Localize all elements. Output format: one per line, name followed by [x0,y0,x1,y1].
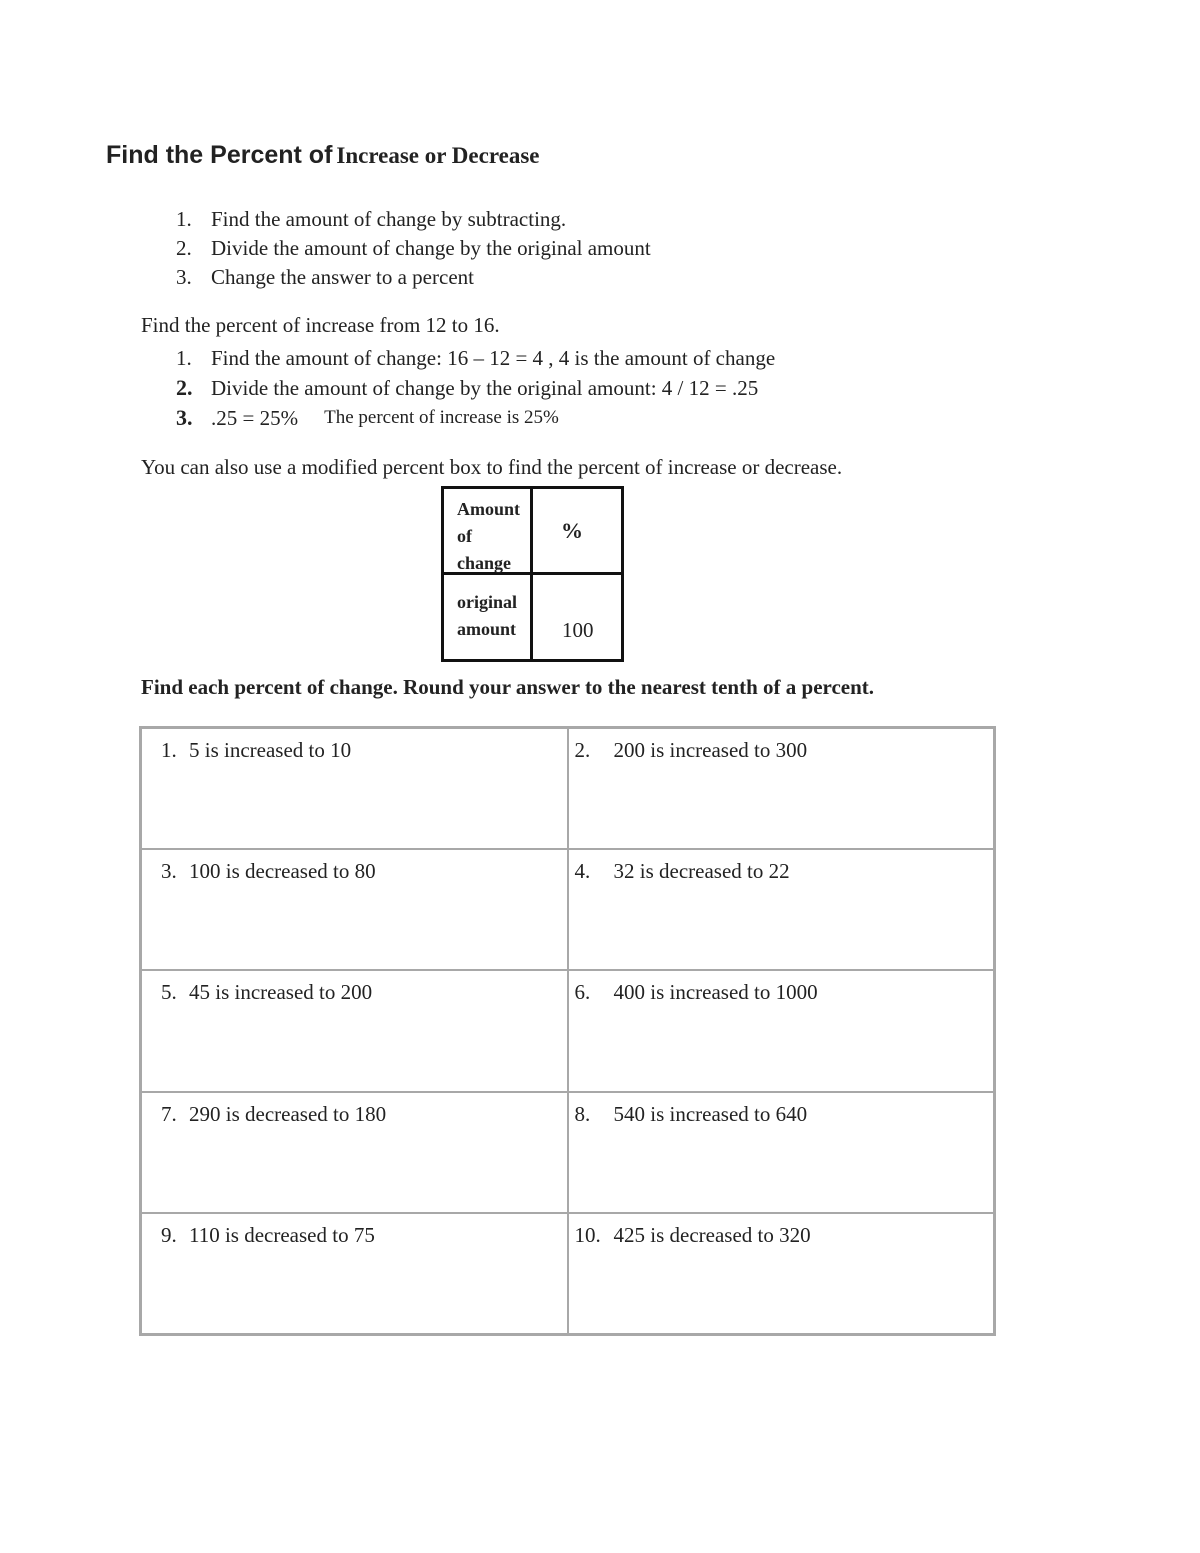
example-steps [176,343,775,433]
problem-cell: 5. 45 is increased to 200 [141,970,568,1091]
page-title [106,141,540,170]
step-text: Find the amount of change: 16 – 12 = 4 , 4 is the amount of change [211,345,776,370]
procedure-step [176,234,651,263]
example-step [176,403,775,433]
step-text: Divide the amount of change by the original amount [211,236,651,260]
exercise-instruction: Find each percent of change. Round your answer to the nearest tenth of a percent. [141,675,875,699]
table-row [141,849,995,970]
step-number: 1. [176,345,192,370]
procedure-step [176,263,651,292]
step-text: Change the answer to a percent [211,265,474,289]
procedure-steps [176,205,651,292]
step-text: .25 = 25% [211,405,299,430]
percent-box [441,486,624,662]
problem-cell: 8. 540 is increased to 640 [568,1092,995,1213]
title-part-2: Increase or Decrease [336,143,540,168]
table-row [141,728,995,849]
title-part-1: Find the Percent of [106,141,333,169]
step-note: The percent of increase is 25% [324,407,559,428]
problem-cell: 2. 200 is increased to 300 [568,728,995,849]
problem-cell: 10. 425 is decreased to 320 [568,1213,995,1334]
percent-box-percent: % [533,489,621,575]
problems-table [139,726,996,1336]
problem-cell: 1. 5 is increased to 10 [141,728,568,849]
example-intro: Find the percent of increase from 12 to 16. [141,313,500,337]
step-text: Divide the amount of change by the original amount: 4 / 12 = .25 [211,375,759,400]
step-number: 3. [176,265,192,289]
percent-box-hundred: 100 [562,618,594,642]
table-row [141,1213,995,1334]
step-number: 2. [176,375,193,400]
percent-box-amount-of-change: Amount of change [444,489,533,575]
step-text: Find the amount of change by subtracting. [211,207,567,231]
step-number: 2. [176,236,192,260]
percent-box-original-amount: original amount [444,575,533,659]
problem-cell: 7. 290 is decreased to 180 [141,1092,568,1213]
step-number: 1. [176,207,192,231]
percent-box-intro: You can also use a modified percent box to find the percent of increase or decrease. [141,455,843,479]
example-step [176,343,775,373]
problem-cell: 4. 32 is decreased to 22 [568,849,995,970]
table-row [141,970,995,1091]
problem-cell: 6. 400 is increased to 1000 [568,970,995,1091]
example-step [176,373,775,403]
procedure-step [176,205,651,234]
problem-cell: 3. 100 is decreased to 80 [141,849,568,970]
table-row [141,1092,995,1213]
problem-cell: 9. 110 is decreased to 75 [141,1213,568,1334]
step-number: 3. [176,405,193,430]
